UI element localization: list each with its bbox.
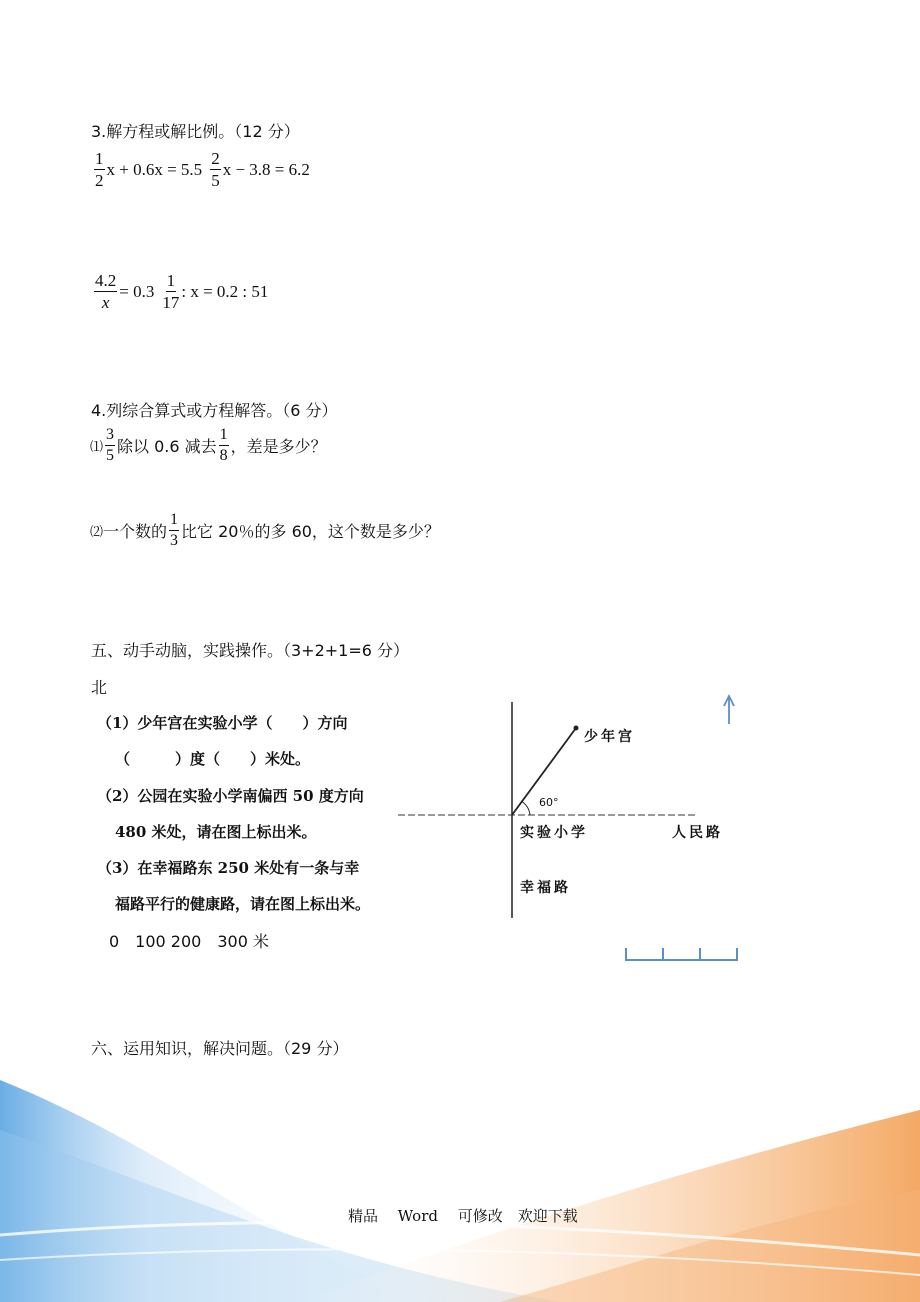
label-youth-palace: 少年宫 <box>584 729 635 745</box>
scale-labels: 0 100 200 300 米 <box>109 932 269 951</box>
numerator: 1 <box>95 149 104 168</box>
fraction <box>105 427 115 464</box>
task-line: （1）少年宫在实验小学（ ）方向 <box>97 714 348 732</box>
palace-point <box>574 726 579 731</box>
task-line: （3）在幸福路东 250 米处有一条与幸 <box>97 859 360 877</box>
numerator: 1 <box>166 271 176 290</box>
numerator: 4.2 <box>95 271 117 290</box>
fraction <box>94 272 117 311</box>
question-text: 一个数的 <box>103 522 168 541</box>
page-footer: 精品 Word 可修改 欢迎下载 <box>348 1207 578 1225</box>
fraction <box>169 512 179 549</box>
q4-part-2 <box>90 512 440 549</box>
fraction <box>219 427 229 464</box>
denominator: 2 <box>95 171 104 190</box>
angle-arc <box>521 801 530 815</box>
task-line: （2）公园在实验小学南偏西 50 度方向 <box>97 787 364 805</box>
question-text: ，差是多少？ <box>230 437 327 456</box>
item-marker: ⑴ <box>90 439 104 454</box>
q3-title: 3.解方程或解比例。（12 分） <box>91 122 300 141</box>
item-marker: ⑵ <box>90 524 104 539</box>
equation-text: x − 3.8 = 6.2 <box>222 159 310 179</box>
section-6-title: 六、运用知识，解决问题。（29 分） <box>91 1039 349 1058</box>
numerator: 1 <box>169 512 179 531</box>
fraction <box>162 272 179 311</box>
q4-title: 4.列综合算式或方程解答。（6 分） <box>91 401 338 420</box>
denominator: 3 <box>170 532 179 549</box>
equation-text: x + 0.6x = 5.5 <box>106 159 203 179</box>
question-text: 比它 20％的多 60，这个数是多少？ <box>181 522 440 541</box>
denominator: 17 <box>162 293 180 312</box>
question-text: 除以 0.6 减去 <box>117 437 217 456</box>
denominator: x <box>101 293 110 312</box>
fraction <box>210 150 221 189</box>
numerator: 1 <box>219 427 229 446</box>
denominator: 5 <box>211 171 220 190</box>
equation-text: = 0.3 <box>119 281 155 301</box>
section-5-title: 五、动手动脑，实践操作。（3+2+1=6 分） <box>91 641 410 660</box>
label-xingfu-road: 幸福路 <box>520 880 571 896</box>
north-label: 北 <box>91 678 108 697</box>
numerator: 3 <box>105 427 115 446</box>
task-line: （ ）度（ ）米处。 <box>115 750 311 768</box>
equation-row-2 <box>92 272 268 311</box>
scale-bar <box>626 948 737 960</box>
equation-row-1 <box>92 150 310 189</box>
task-line: 480 米处，请在图上标出米。 <box>115 823 317 841</box>
denominator: 8 <box>219 447 228 464</box>
label-experimental-school: 实验小学 <box>520 825 588 841</box>
label-angle: 60° <box>539 796 559 809</box>
denominator: 5 <box>106 447 115 464</box>
task-line: 福路平行的健康路，请在图上标出米。 <box>115 895 371 913</box>
q4-part-1 <box>90 427 327 464</box>
fraction <box>94 150 105 189</box>
label-renmin-road: 人民路 <box>672 825 723 841</box>
numerator: 2 <box>211 149 220 168</box>
equation-text: : x = 0.2 : 51 <box>181 281 269 301</box>
